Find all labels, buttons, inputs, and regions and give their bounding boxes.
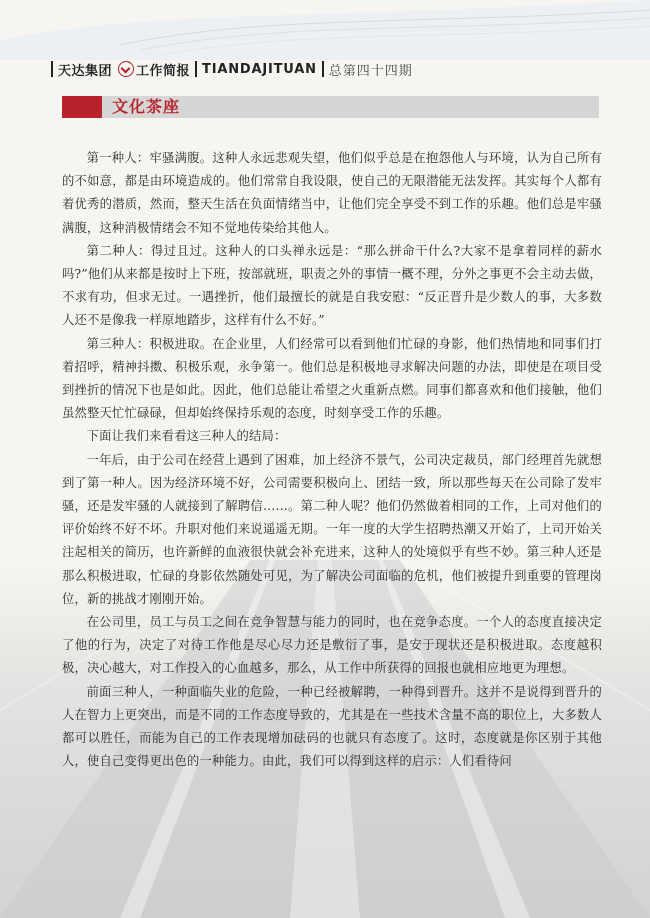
header-divider <box>322 61 324 77</box>
paragraph: 在公司里，员工与员工之间在竞争智慧与能力的同时，也在竞争态度。一个人的态度直接决定了他的行为，决定了对待工作他是尽心尽力还是敷衍了事，是安于现状还是积极进取。态度越积极，决心越大，对工作投入的心血越多，那么，从工作中所获得的回报也就相应地更为理想。 <box>62 615 602 676</box>
bulletin-name: 工作简报 <box>136 63 191 79</box>
paragraph: 第一种人：牢骚满腹。这种人永远悲观失望，他们似乎总是在抱怨他人与环境，认为自己所有的不如意，都是由环境造成的。他们常常自我设限，使自己的无限潜能无法发挥。其实每个人都有着优秀的潜质，然而，整天生活在负面情绪当中，让他们完全享受不到工作的乐趣。他们总是牢骚满腹，这种消极情绪会不知不觉地传染给其他人。 <box>62 151 602 235</box>
issue-number: 总第四十四期 <box>328 63 413 79</box>
section-heading-bar <box>62 96 599 118</box>
header-divider <box>51 61 53 77</box>
article-body <box>62 147 602 773</box>
section-accent-block <box>62 96 102 118</box>
paragraph: 下面让我们来看看这三种人的结局： <box>86 429 287 444</box>
paragraph: 第二种人：得过且过。这种人的口头禅永远是：“那么拼命干什么?大家不是拿着同样的薪水吗?”他们从来都是按时上下班，按部就班，职责之外的事情一概不理，分外之事更不会主动去做，不求有功，但求无过。一遇挫折，他们最擅长的就是自我安慰：“反正晋升是少数人的事，大多数人还不是像我一样原地踏步，这样有什么不好。” <box>62 243 602 328</box>
paragraph: 一年后，由于公司在经营上遇到了困难，加上经济不景气，公司决定裁员，部门经理首先就想到了第一种人。因为经济环境不好，公司需要积极向上、团结一致，所以那些每天在公司除了发牢骚，还是发牢骚的人就接到了解聘信……。第二种人呢？他们仍然做着相同的工作，上司对他们的评价始终不好不坏。升职对他们来说遥遥无期。一年一度的大学生招聘热潮又开始了，上司开始关注起相关的简历，也许新鲜的血液很快就会补充进来，这种人的处境似乎有些不妙。第三种人还是那么积极进取，忙碌的身影依然随处可见，为了解决公司面临的危机，他们被提升到重要的管理岗位，新的挑战才刚刚开始。 <box>62 452 602 606</box>
company-logo-icon <box>118 61 134 77</box>
company-name: 天达集团 <box>58 63 113 79</box>
header-wave-background <box>0 0 650 60</box>
paragraph: 前面三种人，一种面临失业的危险，一种已经被解聘，一种得到晋升。这并不是说得到晋升的人在智力上更突出，而是不同的工作态度导致的，尤其是在一些技术含量不高的职位上，大多数人都可以胜任，而能为自己的工作表现增加砝码的也就只有态度了。这时，态度就是你区别于其他人，使自己变得更出色的一种能力。由此，我们可以得到这样的启示：人们看待问 <box>62 684 602 769</box>
page-header <box>46 58 606 80</box>
company-pinyin: TIANDAJITUAN <box>202 61 317 77</box>
header-divider <box>195 61 197 77</box>
section-title: 文化茶座 <box>112 97 181 116</box>
paragraph: 第三种人：积极进取。在企业里，人们经常可以看到他们忙碌的身影，他们热情地和同事们打着招呼，精神抖擞、积极乐观，永争第一。他们总是积极地寻求解决问题的办法，即使是在项目受到挫折的情况下也是如此。因此，他们总能让希望之火重新点燃。同事们都喜欢和他们接触，他们虽然整天忙忙碌碌，但却始终保持乐观的态度，时刻享受工作的乐趣。 <box>62 336 602 421</box>
